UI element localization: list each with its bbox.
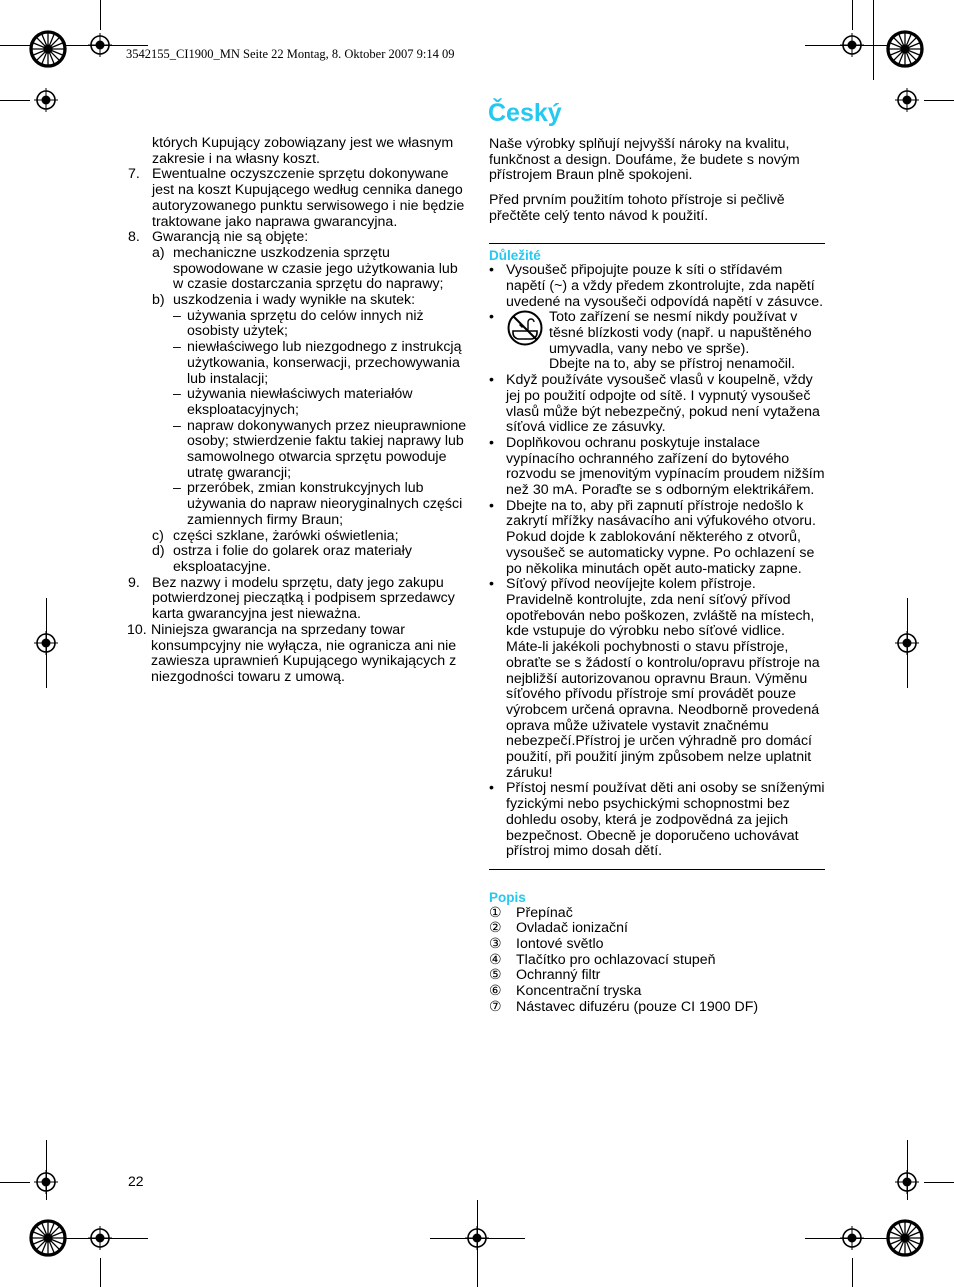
- sub-item: [128, 293, 468, 309]
- page-number: 22: [128, 1173, 144, 1189]
- bullet-text: Dbejte na to, aby při zapnutí přístroje nedošlo k zakrytí mřížky nasávacího ani výfukového otvoru. Pokud dojde k zablokování některého z otvorů, vysoušeč se automaticky vypne. Po ochlazení se po několika minutách opět auto-maticky zapne.: [506, 497, 816, 577]
- sub-label: b): [152, 292, 165, 309]
- list-item: [128, 623, 468, 686]
- section-title: Český: [488, 99, 562, 127]
- registration-target-icon: [34, 88, 58, 112]
- dash-item: – używania sprzętu do celów innych niż osobisty użytek;: [128, 309, 468, 340]
- description-item: [489, 906, 825, 922]
- star-target-icon: [886, 30, 924, 68]
- crop-line-bottom-right: [852, 1258, 853, 1287]
- item-number: ②: [489, 920, 502, 937]
- registration-target-icon: [895, 1170, 919, 1194]
- registration-target-icon: [465, 1226, 489, 1250]
- dash-item: – niewłaściwego lub niezgodnego z instrukcją użytkowania, konserwacji, przechowywania lub instalacji;: [128, 340, 468, 387]
- item-number: ①: [489, 904, 502, 921]
- dash-text: używania niewłaściwych materiałów eksploatacyjnych;: [187, 386, 413, 418]
- bullet-text: Když používáte vysoušeč vlasů v koupelně, vždy jej po použití odpojte od sítě. I vypnutý vysoušeč vlasů může být nebezpečný, pokud není vytažena síťová vidlice ze zásuvky.: [506, 372, 820, 436]
- list-number: 7.: [128, 166, 140, 183]
- description-item: [489, 968, 825, 984]
- bullet-text: Dbejte na to, aby se přístroj nenamočil.: [549, 356, 796, 373]
- bullet-item: • Síťový přívod neovíjejte kolem přístroje. Pravidelně kontrolujte, zda není síťový přívod opotřebován nebo poškozen, zvláště na místech, kde vstupuje do výrobku nebo síťové vidlice. Máte-li jakékoli pochybnosti o stavu přístroje, obraťte se s žádostí o kontrolu/opravu přístroje na nejbližší autorizovanou opravnu Braun. Výměnu síťového přívodu přístroje smí provádět pouze výrobcem určená opravna. Neodborně provedená oprava může uživatele vystavit značnému nebezpečí.Přístroj je určen výhradně pro domácí použití, při použití jiným způsobem nelze uplatnit záruku!: [489, 577, 825, 781]
- list-text: Ewentualne oczyszczenie sprzętu dokonywane jest na koszt Kupującego według cennika danego autoryzowanego punktu serwisowego i nie będzie traktowane jako naprawa gwarancyjna.: [152, 166, 465, 230]
- star-target-icon: [29, 30, 67, 68]
- item-number: ⑥: [489, 983, 502, 1000]
- dash-item: – napraw dokonywanych przez nieuprawnione osoby; stwierdzenie faktu takiej naprawy lub samowolnego otwarcia sprzętu powoduje utratę gwarancji;: [173, 417, 467, 481]
- sub-item: [128, 529, 468, 545]
- description-heading: Popis: [489, 889, 526, 905]
- bullet-text: Síťový přívod neovíjejte kolem přístroje. Pravidelně kontrolujte, zda není síťový přívod opotřebován nebo poškozen, zvláště na místech, kde vstupuje do výrobku nebo síťové vidlice. Máte-li jakékoli pochybnosti o stavu přístroje, obraťte se s žádostí o kontrolu/opravu přístroje na nejbližší autorizovanou opravnu Braun. Výměnu síťového přívodu přístroje smí provádět pouze výrobcem určená opravna. Neodborně provedená oprava může uživatele vystavit značnému nebezpečí.Přístroj je určen výhradně pro domácí použití, při použití jiným způsobem nelze uplatnit záruku!: [506, 576, 820, 781]
- bullet-text: Doplňkovou ochranu poskytuje instalace vypínacího ochranného zařízení do bytového rozvodu se jmenovitým vypínacím proudem nižším než 30 mA. Poraďte se s odborným elektrikářem.: [506, 434, 825, 499]
- star-target-icon: [886, 1219, 924, 1257]
- crop-line-right-top: [924, 100, 954, 101]
- item-number: ⑦: [489, 998, 502, 1015]
- crop-line-top-left: [100, 0, 101, 30]
- description-item: [489, 1000, 825, 1016]
- important-heading: Důležité: [489, 247, 541, 263]
- item-number: ③: [489, 936, 502, 953]
- bullet-text: Toto zařízení se nesmí nikdy používat v těsné blízkosti vody (např. u napuštěného umyvadla, vany nebo ve sprše).: [549, 309, 812, 357]
- bullet-item: • Toto zařízení se nesmí nikdy používat v těsné blízkosti vody (např. u napuštěného umyvadla, vany nebo ve sprše). Dbejte na to, aby se přístroj nenamočil.: [489, 309, 812, 373]
- item-label: Ovladač ionizační: [516, 920, 628, 937]
- bullet-item: • Když používáte vysoušeč vlasů v koupelně, vždy jej po použití odpojte od sítě. I vypnutý vysoušeč vlasů může být nebezpečný, pokud není vytažena síťová vidlice ze zásuvky.: [489, 373, 825, 436]
- registration-target-icon: [88, 1226, 112, 1250]
- right-column: [488, 99, 825, 1016]
- registration-target-icon: [88, 33, 112, 57]
- dash-text: przeróbek, zmian konstrukcyjnych lub używania do napraw nieoryginalnych części zamiennych firmy Braun;: [187, 480, 463, 528]
- print-header: 3542155_CI1900_MN Seite 22 Montag, 8. Oktober 2007 9:14 09: [126, 47, 455, 61]
- list-text: Niniejsza gwarancja na sprzedany towar konsumpcyjny nie wyłącza, nie ogranicza ani nie zawiesza uprawnień Kupującego wynikających z niezgodności towaru z umową.: [151, 621, 457, 685]
- list-number: 8.: [128, 229, 140, 246]
- sub-label: a): [152, 244, 165, 261]
- list-text: Gwarancją nie są objęte:: [152, 229, 309, 246]
- sub-item: [128, 246, 468, 293]
- dash-item: – używania niewłaściwych materiałów eksploatacyjnych;: [128, 387, 468, 418]
- sub-text: uszkodzenia i wady wynikłe na skutek:: [173, 292, 416, 309]
- list-item: [128, 230, 468, 246]
- continuation-text: których Kupujący zobowiązany jest we własnym zakresie i na własny koszt.: [152, 135, 454, 167]
- registration-target-icon: [840, 1226, 864, 1250]
- sub-text: ostrza i folie do golarek oraz materiały eksploatacyjne.: [173, 543, 412, 575]
- crop-line-top-left-h: [0, 45, 30, 46]
- sub-label: c): [152, 527, 164, 544]
- sub-label: d): [152, 543, 165, 560]
- description-list: [489, 906, 825, 1016]
- left-column: [128, 136, 468, 686]
- star-target-icon: [29, 1219, 67, 1257]
- description-item: [489, 921, 825, 937]
- registration-target-icon: [840, 33, 864, 57]
- registration-target-icon: [34, 631, 58, 655]
- item-number: ④: [489, 951, 502, 968]
- intro-paragraph: Před prvním použitím tohoto přístroje si pečlivě přečtěte celý tento návod k použití.: [489, 192, 785, 224]
- dash-item: – przeróbek, zmian konstrukcyjnych lub używania do napraw nieoryginalnych części zamiennych firmy Braun;: [128, 481, 468, 528]
- item-label: Tlačítko pro ochlazovací stupeň: [516, 951, 716, 968]
- crop-line-right-bottom: [924, 1182, 954, 1183]
- crop-line-top-right: [852, 0, 853, 30]
- crop-line-top-right-v: [873, 0, 874, 80]
- sub-item: [128, 544, 468, 575]
- registration-target-icon: [895, 631, 919, 655]
- no-water-warning-icon: [504, 309, 549, 352]
- item-label: Iontové světlo: [516, 936, 604, 953]
- bullet-item: • Vysoušeč připojujte pouze k síti o střídavém napětí (~) a vždy předem zkontrolujte, zda napětí uvedené na vysoušeči odpovídá napětí v zásuvce.: [489, 262, 824, 310]
- item-label: Koncentrační tryska: [516, 983, 642, 1000]
- bullet-item: • Doplňkovou ochranu poskytuje instalace vypínacího ochranného zařízení do bytového rozvodu se jmenovitým vypínacím proudem nižším než 30 mA. Poraďte se s odborným elektrikářem.: [489, 434, 825, 499]
- item-label: Nástavec difuzéru (pouze CI 1900 DF): [516, 998, 759, 1015]
- crop-line-bottom-left: [100, 1258, 101, 1287]
- crop-line-left-top: [0, 100, 30, 101]
- bullet-text: Vysoušeč připojujte pouze k síti o střídavém napětí (~) a vždy předem zkontrolujte, zda napětí uvedené na vysoušeči odpovídá napětí v zásuvce.: [506, 262, 824, 310]
- description-item: [489, 953, 825, 969]
- crop-line-left-bottom: [0, 1182, 30, 1183]
- bullet-item: • Dbejte na to, aby při zapnutí přístroje nedošlo k zakrytí mřížky nasávacího ani výfukového otvoru. Pokud dojde k zablokování některého z otvorů, vysoušeč se automaticky vypne. Po ochlazení se po několika minutách opět auto-maticky zapne.: [489, 499, 825, 578]
- description-item: [489, 984, 825, 1000]
- description-item: [489, 937, 825, 953]
- item-label: Přepínač: [516, 904, 573, 921]
- list-item: [128, 576, 468, 623]
- bullet-text: Přístoj nesmí používat děti ani osoby se sníženými fyzickými nebo psychickými schopnostmi bez dohledu osoby, která je zodpovědná za jejich bezpečnost. Obecně je doporučeno uchovávat přístroj mimo dosah dětí.: [506, 780, 825, 860]
- list-number: 9.: [128, 574, 140, 591]
- list-number: 10.: [127, 621, 147, 638]
- bullet-item: • Přístoj nesmí používat děti ani osoby se sníženými fyzickými nebo psychickými schopnostmi bez dohledu osoby, která je zodpovědná za jejich bezpečnost. Obecně je doporučeno uchovávat přístroj mimo dosah dětí.: [489, 780, 825, 860]
- item-label: Ochranný filtr: [516, 967, 601, 984]
- dash-text: używania sprzętu do celów innych niż osobisty użytek;: [187, 307, 424, 340]
- registration-target-icon: [34, 1170, 58, 1194]
- dash-text: napraw dokonywanych przez nieuprawnione osoby; stwierdzenie faktu takiej naprawy lub samowolnego otwarcia sprzętu powoduje utratę gwarancji;: [187, 417, 467, 481]
- list-text: Bez nazwy i modelu sprzętu, daty jego zakupu potwierdzonej pieczątką i podpisem sprzedawcy karta gwarancyjna jest nieważna.: [152, 574, 455, 623]
- intro-paragraph: Naše výrobky splňují nejvyšší nároky na kvalitu, funkčnost a design. Doufáme, že budete s novým přístrojem Braun plně spokojeni.: [489, 136, 800, 184]
- sub-text: części szklane, żarówki oświetlenia;: [173, 527, 399, 544]
- registration-target-icon: [895, 88, 919, 112]
- list-item: [128, 167, 468, 230]
- dash-text: niewłaściwego lub niezgodnego z instrukcją użytkowania, konserwacji, przechowywania lub instalacji;: [187, 339, 462, 387]
- sub-text: mechaniczne uszkodzenia sprzętu spowodowane w czasie jego użytkowania lub w czasie dostarczania sprzętu do naprawy;: [173, 244, 458, 293]
- item-number: ⑤: [489, 967, 502, 984]
